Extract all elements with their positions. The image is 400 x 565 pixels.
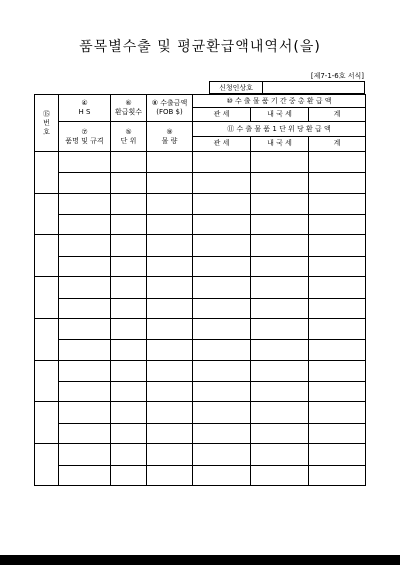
period-total-header: 계 [309, 108, 366, 122]
table-row [35, 277, 366, 298]
row-total-cell[interactable] [309, 360, 366, 381]
row-item-cell[interactable] [59, 423, 111, 443]
row-u-total-cell[interactable] [309, 173, 366, 193]
row-export-amount-cell[interactable] [147, 235, 193, 256]
row-u-total-cell[interactable] [309, 298, 366, 318]
row-hs-cell[interactable] [59, 277, 111, 298]
row-refund-count-cell[interactable] [111, 193, 147, 214]
row-export-amount-cell[interactable] [147, 444, 193, 465]
unit-header-num: ⑤ [125, 127, 132, 136]
row-unit-cell[interactable] [111, 173, 147, 193]
row-hs-cell[interactable] [59, 193, 111, 214]
row-u-customs-cell[interactable] [193, 340, 251, 360]
hs-header-num: ④ [81, 99, 88, 108]
row-seq-cell[interactable] [35, 277, 59, 319]
refund-count-header [111, 95, 147, 122]
row-seq-cell[interactable] [35, 193, 59, 235]
row-seq-cell[interactable] [35, 152, 59, 194]
quantity-header-num: ⑨ [166, 127, 173, 136]
row-refund-count-cell[interactable] [111, 444, 147, 465]
row-customs-cell[interactable] [193, 318, 251, 339]
row-u-total-cell[interactable] [309, 340, 366, 360]
row-refund-count-cell[interactable] [111, 318, 147, 339]
row-hs-cell[interactable] [59, 152, 111, 173]
row-customs-cell[interactable] [193, 193, 251, 214]
period-customs-header: 관 세 [193, 108, 251, 122]
row-hs-cell[interactable] [59, 318, 111, 339]
row-customs-cell[interactable] [193, 444, 251, 465]
table-row [35, 173, 366, 193]
applicant-name-field[interactable] [263, 82, 364, 93]
form-title: 품목별수출 및 평균환급액내역서(을) [79, 39, 321, 55]
row-item-cell[interactable] [59, 215, 111, 235]
row-unit-cell[interactable] [111, 423, 147, 443]
row-refund-count-cell[interactable] [111, 235, 147, 256]
row-item-cell[interactable] [59, 173, 111, 193]
unit-header-label: 단 위 [120, 136, 137, 145]
row-u-internal-cell[interactable] [251, 340, 309, 360]
row-u-customs-cell[interactable] [193, 173, 251, 193]
refund-table-body [35, 95, 366, 486]
row-item-cell[interactable] [59, 465, 111, 485]
row-export-amount-cell[interactable] [147, 318, 193, 339]
row-internal-cell[interactable] [251, 193, 309, 214]
refund-count-header-label: 환급횟수 [114, 108, 143, 117]
row-internal-cell[interactable] [251, 235, 309, 256]
row-hs-cell[interactable] [59, 444, 111, 465]
row-customs-cell[interactable] [193, 152, 251, 173]
row-u-customs-cell[interactable] [193, 465, 251, 485]
item-spec-header-num: ⑦ [81, 127, 88, 136]
row-seq-cell[interactable] [35, 444, 59, 486]
table-row [35, 235, 366, 256]
applicant-label: 신청인상호 [210, 82, 263, 93]
row-export-amount-cell[interactable] [147, 152, 193, 173]
row-item-cell[interactable] [59, 382, 111, 402]
row-hs-cell[interactable] [59, 360, 111, 381]
row-unit-cell[interactable] [111, 382, 147, 402]
table-row [35, 193, 366, 214]
table-row [35, 256, 366, 276]
row-u-total-cell[interactable] [309, 215, 366, 235]
unit-header [111, 122, 147, 152]
row-quantity-cell[interactable] [147, 382, 193, 402]
row-total-cell[interactable] [309, 277, 366, 298]
applicant-box [209, 81, 365, 94]
unit-internal-header: 내 국 세 [251, 136, 309, 151]
row-hs-cell[interactable] [59, 402, 111, 423]
bottom-rule [0, 555, 400, 565]
table-row [35, 340, 366, 360]
row-internal-cell[interactable] [251, 360, 309, 381]
row-export-amount-cell[interactable] [147, 277, 193, 298]
row-u-total-cell[interactable] [309, 465, 366, 485]
table-row [35, 444, 366, 465]
seq-header [35, 95, 59, 152]
row-item-cell[interactable] [59, 298, 111, 318]
unit-customs-header: 관 세 [193, 136, 251, 151]
item-spec-header [59, 122, 111, 152]
row-u-total-cell[interactable] [309, 256, 366, 276]
refund-count-header-num: ⑥ [125, 99, 132, 108]
quantity-header-label: 물 량 [161, 136, 178, 145]
row-unit-cell[interactable] [111, 340, 147, 360]
table-row [35, 318, 366, 339]
quantity-header [147, 122, 193, 152]
row-seq-cell[interactable] [35, 402, 59, 444]
row-u-internal-cell[interactable] [251, 256, 309, 276]
row-internal-cell[interactable] [251, 402, 309, 423]
row-refund-count-cell[interactable] [111, 152, 147, 173]
row-customs-cell[interactable] [193, 235, 251, 256]
row-quantity-cell[interactable] [147, 173, 193, 193]
period-refund-header: ⑩ 수 출 물 품 기 간 중 총 환 급 액 [193, 95, 366, 108]
row-hs-cell[interactable] [59, 235, 111, 256]
table-row [35, 423, 366, 443]
row-u-internal-cell[interactable] [251, 173, 309, 193]
row-u-internal-cell[interactable] [251, 465, 309, 485]
export-amount-header-label: ⑧ 수출금액 (FOB $) [151, 99, 188, 117]
row-customs-cell[interactable] [193, 277, 251, 298]
row-quantity-cell[interactable] [147, 298, 193, 318]
row-refund-count-cell[interactable] [111, 277, 147, 298]
row-export-amount-cell[interactable] [147, 193, 193, 214]
row-quantity-cell[interactable] [147, 340, 193, 360]
table-row [35, 465, 366, 485]
seq-header-label: ⑮ 번 호 [43, 109, 50, 136]
table-row [35, 298, 366, 318]
row-internal-cell[interactable] [251, 277, 309, 298]
hs-header [59, 95, 111, 122]
row-total-cell[interactable] [309, 444, 366, 465]
item-spec-header-label: 품명 및 규격 [65, 136, 104, 145]
row-total-cell[interactable] [309, 152, 366, 173]
row-item-cell[interactable] [59, 340, 111, 360]
row-export-amount-cell[interactable] [147, 402, 193, 423]
period-internal-header: 내 국 세 [251, 108, 309, 122]
row-customs-cell[interactable] [193, 402, 251, 423]
row-quantity-cell[interactable] [147, 256, 193, 276]
row-seq-cell[interactable] [35, 318, 59, 360]
row-seq-cell[interactable] [35, 360, 59, 402]
export-amount-header [147, 95, 193, 122]
row-customs-cell[interactable] [193, 360, 251, 381]
row-u-total-cell[interactable] [309, 423, 366, 443]
refund-table [34, 94, 366, 486]
table-row [35, 215, 366, 235]
row-item-cell[interactable] [59, 256, 111, 276]
row-quantity-cell[interactable] [147, 215, 193, 235]
row-refund-count-cell[interactable] [111, 402, 147, 423]
table-row [35, 152, 366, 173]
row-unit-cell[interactable] [111, 256, 147, 276]
row-total-cell[interactable] [309, 318, 366, 339]
form-number: [제7-1-6호 서식] [310, 72, 364, 80]
row-unit-cell[interactable] [111, 215, 147, 235]
row-internal-cell[interactable] [251, 444, 309, 465]
unit-refund-header: ⑪ 수 출 물 품 1 단 위 당 환 급 액 [193, 122, 366, 136]
row-u-customs-cell[interactable] [193, 215, 251, 235]
row-total-cell[interactable] [309, 235, 366, 256]
row-refund-count-cell[interactable] [111, 360, 147, 381]
table-row [35, 382, 366, 402]
row-u-customs-cell[interactable] [193, 382, 251, 402]
table-row [35, 402, 366, 423]
table-row [35, 360, 366, 381]
row-internal-cell[interactable] [251, 152, 309, 173]
row-u-internal-cell[interactable] [251, 423, 309, 443]
row-total-cell[interactable] [309, 193, 366, 214]
row-u-total-cell[interactable] [309, 382, 366, 402]
row-unit-cell[interactable] [111, 298, 147, 318]
row-internal-cell[interactable] [251, 318, 309, 339]
row-u-internal-cell[interactable] [251, 215, 309, 235]
row-export-amount-cell[interactable] [147, 360, 193, 381]
unit-total-header: 계 [309, 136, 366, 151]
row-quantity-cell[interactable] [147, 423, 193, 443]
row-u-customs-cell[interactable] [193, 423, 251, 443]
row-seq-cell[interactable] [35, 235, 59, 277]
row-u-customs-cell[interactable] [193, 298, 251, 318]
row-quantity-cell[interactable] [147, 465, 193, 485]
row-unit-cell[interactable] [111, 465, 147, 485]
row-total-cell[interactable] [309, 402, 366, 423]
row-u-internal-cell[interactable] [251, 298, 309, 318]
row-u-internal-cell[interactable] [251, 382, 309, 402]
row-u-customs-cell[interactable] [193, 256, 251, 276]
hs-header-label: H S [78, 108, 91, 117]
